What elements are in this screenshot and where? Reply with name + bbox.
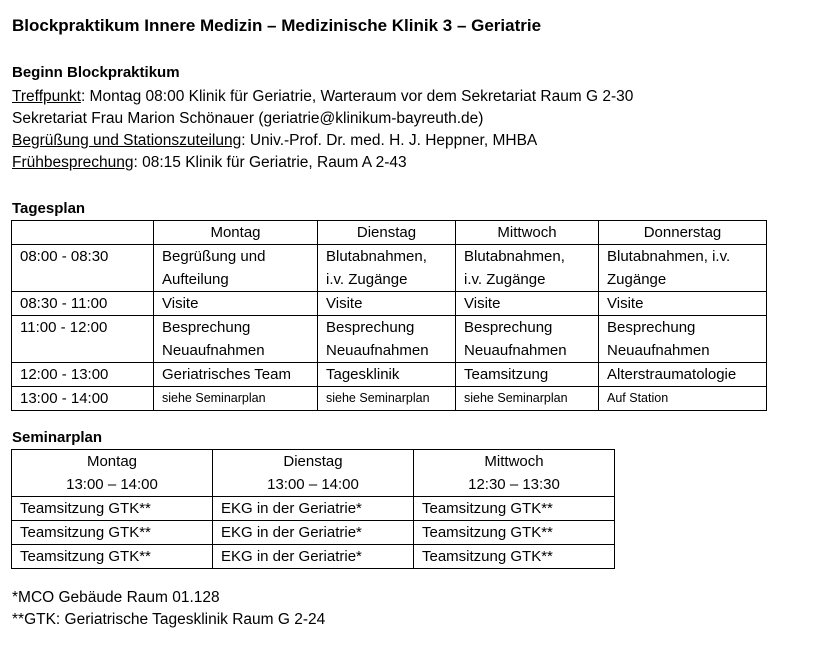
table-cell: Teamsitzung GTK** (12, 521, 213, 545)
table-cell: siehe Seminarplan (456, 387, 599, 411)
tagesplan-header-montag: Montag (154, 221, 318, 245)
table-cell: siehe Seminarplan (154, 387, 318, 411)
cell-line: Besprechung (607, 319, 696, 336)
seminar-header-montag (12, 450, 213, 497)
tagesplan-header-mittwoch: Mittwoch (456, 221, 599, 245)
table-row (12, 387, 767, 411)
seminar-header-dienstag (213, 450, 414, 497)
table-row (12, 316, 767, 363)
header-time: 13:00 – 14:00 (267, 476, 359, 493)
table-cell: Geriatrisches Team (154, 363, 318, 387)
table-cell: Teamsitzung (456, 363, 599, 387)
footnote-mco: *MCO Gebäude Raum 01.128 (12, 589, 220, 606)
seminarplan-table (11, 449, 615, 569)
seminar-header-mittwoch (414, 450, 615, 497)
treffpunkt-label: Treffpunkt (12, 88, 81, 105)
table-cell (599, 316, 767, 363)
sekretariat-line: Sekretariat Frau Marion Schönauer (geriatrie@klinikum-bayreuth.de) (12, 110, 484, 127)
table-row (12, 245, 767, 292)
fruehbesprechung-label: Frühbesprechung (12, 154, 134, 171)
table-cell: Teamsitzung GTK** (12, 497, 213, 521)
table-cell (154, 316, 318, 363)
cell-line: Besprechung (464, 319, 553, 336)
header-time: 13:00 – 14:00 (66, 476, 158, 493)
cell-line: i.v. Zugänge (464, 271, 546, 288)
tagesplan-header-row (12, 221, 767, 245)
time-cell: 12:00 - 13:00 (12, 363, 154, 387)
table-cell: Visite (154, 292, 318, 316)
table-cell: siehe Seminarplan (318, 387, 456, 411)
header-day: Dienstag (283, 453, 343, 470)
table-cell: Visite (599, 292, 767, 316)
table-cell (456, 316, 599, 363)
time-cell: 11:00 - 12:00 (12, 316, 154, 363)
page-title: Blockpraktikum Innere Medizin – Medizinische Klinik 3 – Geriatrie (12, 16, 542, 35)
cell-line: i.v. Zugänge (326, 271, 408, 288)
time-cell: 13:00 - 14:00 (12, 387, 154, 411)
table-cell: Visite (318, 292, 456, 316)
cell-line: Neuaufnahmen (326, 342, 429, 359)
cell-line: Besprechung (162, 319, 251, 336)
table-row (12, 497, 615, 521)
footnote-gtk: **GTK: Geriatrische Tagesklinik Raum G 2-24 (12, 611, 326, 628)
time-cell: 08:30 - 11:00 (12, 292, 154, 316)
table-row (12, 521, 615, 545)
seminarplan-header-row (12, 450, 615, 497)
table-cell (599, 245, 767, 292)
table-cell: Teamsitzung GTK** (12, 545, 213, 569)
begruessung-label: Begrüßung und Stationszuteilung (12, 132, 242, 149)
cell-line: Neuaufnahmen (607, 342, 710, 359)
treffpunkt-line (12, 86, 633, 108)
table-cell: EKG in der Geriatrie* (213, 497, 414, 521)
cell-line: Blutabnahmen, (464, 248, 565, 265)
table-row (12, 545, 615, 569)
tagesplan-header-time (12, 221, 154, 245)
table-cell: EKG in der Geriatrie* (213, 521, 414, 545)
header-day: Montag (86, 453, 138, 470)
table-cell: EKG in der Geriatrie* (213, 545, 414, 569)
table-cell (154, 245, 318, 292)
begruessung-value: : Univ.-Prof. Dr. med. H. J. Heppner, MHBA (241, 132, 538, 149)
cell-line: Zugänge (607, 271, 667, 288)
header-time: 12:30 – 13:30 (468, 476, 560, 493)
table-cell: Tagesklinik (318, 363, 456, 387)
table-cell (318, 316, 456, 363)
tagesplan-heading: Tagesplan (12, 200, 86, 217)
table-cell (456, 245, 599, 292)
cell-line: Besprechung (326, 319, 415, 336)
table-row (12, 292, 767, 316)
treffpunkt-value: : Montag 08:00 Klinik für Geriatrie, Warteraum vor dem Sekretariat Raum G 2-30 (80, 88, 634, 105)
cell-line: Blutabnahmen, i.v. (607, 248, 731, 265)
table-cell: Alterstraumatologie (599, 363, 767, 387)
cell-line: Begrüßung und (162, 248, 266, 265)
table-cell: Visite (456, 292, 599, 316)
cell-line: Neuaufnahmen (464, 342, 567, 359)
seminarplan-heading: Seminarplan (12, 429, 103, 446)
fruehbesprechung-value: : 08:15 Klinik für Geriatrie, Raum A 2-43 (133, 154, 407, 171)
table-cell: Auf Station (599, 387, 767, 411)
fruehbesprechung-line (12, 152, 407, 174)
time-cell: 08:00 - 08:30 (12, 245, 154, 292)
tagesplan-header-dienstag: Dienstag (318, 221, 456, 245)
table-cell (318, 245, 456, 292)
table-cell: Teamsitzung GTK** (414, 521, 615, 545)
table-row (12, 363, 767, 387)
cell-line: Neuaufnahmen (162, 342, 265, 359)
table-cell: Teamsitzung GTK** (414, 497, 615, 521)
tagesplan-table (11, 220, 767, 411)
table-cell: Teamsitzung GTK** (414, 545, 615, 569)
header-day: Mittwoch (484, 453, 544, 470)
tagesplan-header-donnerstag: Donnerstag (599, 221, 767, 245)
cell-line: Blutabnahmen, (326, 248, 427, 265)
cell-line: Aufteilung (162, 271, 229, 288)
begruessung-line (12, 130, 537, 152)
beginn-heading: Beginn Blockpraktikum (12, 64, 180, 81)
